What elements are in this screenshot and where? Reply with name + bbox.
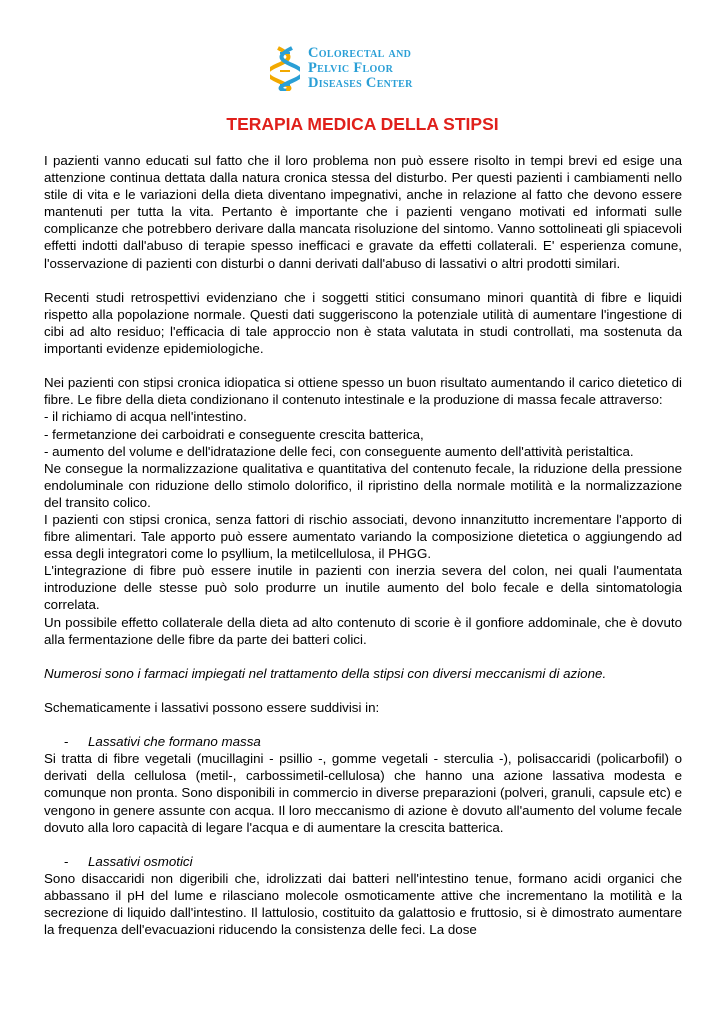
page-title: TERAPIA MEDICA DELLA STIPSI [226,114,499,134]
paragraph: I pazienti vanno educati sul fatto che il loro problema non può essere risolto in tempi brevi ed esige una attenzione continua dettata dalla natura cronica stessa del disturbo. Per questi pazienti i cambiamenti nello stile di vita e le variazioni della dieta diventano impegnativi, anche in relazione al fatto che devono essere mantenuti per tutta la vita. Pertanto è importante che i pazienti vengano motivati ed informati sulle complicanze che potrebbero derivare dalla mancata risoluzione del sintomo. Vanno sottolineati gli spiacevoli effetti indotti dall'abuso di terapie spesso inefficaci e gravate da effetti collaterali. E' esperienza comune, l'osservazione di pazienti con disturbi o danni derivati dall'abuso di lassativi o altri prodotti similari. [44,153,682,271]
center-logo [270,44,460,92]
logo-line: Diseases Center [308,74,413,91]
section-heading-text: Lassativi osmotici [88,853,193,869]
italic-paragraph: Numerosi sono i farmaci impiegati nel trattamento della stipsi con diversi meccanismi di azione. [44,665,607,681]
paragraph: Si tratta di fibre vegetali (mucillagini - psillio -, gomme vegetali - sterculia -), polisaccaridi (policarbofil) o derivati della cellulosa (metil-, carbossimetil-cellulosa) che hanno una azione lassativa modesta e comunque non pronta. Sono disponibili in commercio in diverse preparazioni (polveri, granuli, capsule etc) e vengono in genere assunte con acqua. Il loro meccanismo di azione è dovuto all'aumento del volume fecale dovuto alla loro capacità di legare l'acqua e di aumentare la crescita batterica. [44,751,682,835]
section-heading [44,733,682,750]
paragraph: Recenti studi retrospettivi evidenziano che i soggetti stitici consumano minori quantità di fibre e liquidi rispetto alla popolazione normale. Questi dati suggeriscono la potenziale utilità di aumentare l'ingestione di cibi ad alto residuo; l'efficacia di tale approccio non è stata valutata in studi controllati, ma sostenuta da importanti evidenze epidemiologiche. [44,289,682,357]
paragraph: Nei pazienti con stipsi cronica idiopatica si ottiene spesso un buon risultato aumentando il carico dietetico di fibre. Le fibre della dieta condizionano il contenuto intestinale e la produzione di massa fecale attraverso: [44,375,682,408]
paragraph: I pazienti con stipsi cronica, senza fattori di rischio associati, devono innanzitutto incrementare l'apporto di fibre alimentari. Tale apporto può essere aumentato variando la composizione dietetica o aggiungendo ad essa degli integratori come lo psyllium, la metilcellulosa, il PHGG. [44,511,682,562]
logo-line: Colorectal and [308,44,412,61]
section-heading [44,853,682,870]
dna-helix-icon [270,45,300,91]
list-item: - fermetanzione dei carboidrati e conseguente crescita batterica, [44,426,424,442]
bullet-dash: - [64,853,69,869]
list-item: - il richiamo di acqua nell'intestino. [44,409,247,425]
paragraph: Sono disaccaridi non digeribili che, idrolizzati dai batteri nell'intestino tenue, formano acidi organici che abbassano il pH del lume e rilasciano molecole osmoticamente attive che incrementano la motilità e la secrezione di liquido dall'intestino. Il lattulosio, costituito da galattosio e fruttosio, si è dimostrato aumentare la frequenza dell'evacuazioni riducendo la consistenza delle feci. La dose [44,870,682,938]
paragraph: Schematicamente i lassativi possono essere suddivisi in: [44,700,380,715]
list-item: - aumento del volume e dell'idratazione delle feci, con conseguente aumento dell'attività peristaltica. [44,443,634,459]
paragraph: Un possibile effetto collaterale della dieta ad alto contenuto di scorie è il gonfiore addominale, che è dovuto alla fermentazione delle fibre da parte dei batteri colici. [44,614,682,647]
paragraph: L'integrazione di fibre può essere inutile in pazienti con inerzia severa del colon, nei quali l'aumentata introduzione delle stesse può solo produrre un inutile aumento del bolo fecale e della sintomatologia correlata. [44,563,682,613]
logo-line: Pelvic Floor [308,59,394,76]
logo-text [308,46,413,91]
document-body [44,152,682,938]
section-heading-text: Lassativi che formano massa [88,734,261,750]
paragraph: Ne consegue la normalizzazione qualitativa e quantitativa del contenuto fecale, la riduzione della pressione endoluminale con riduzione dello stimolo dolorifico, il ripristino della normale motilità e la normalizzazione del transito colico. [44,460,682,510]
bullet-dash: - [64,734,69,750]
